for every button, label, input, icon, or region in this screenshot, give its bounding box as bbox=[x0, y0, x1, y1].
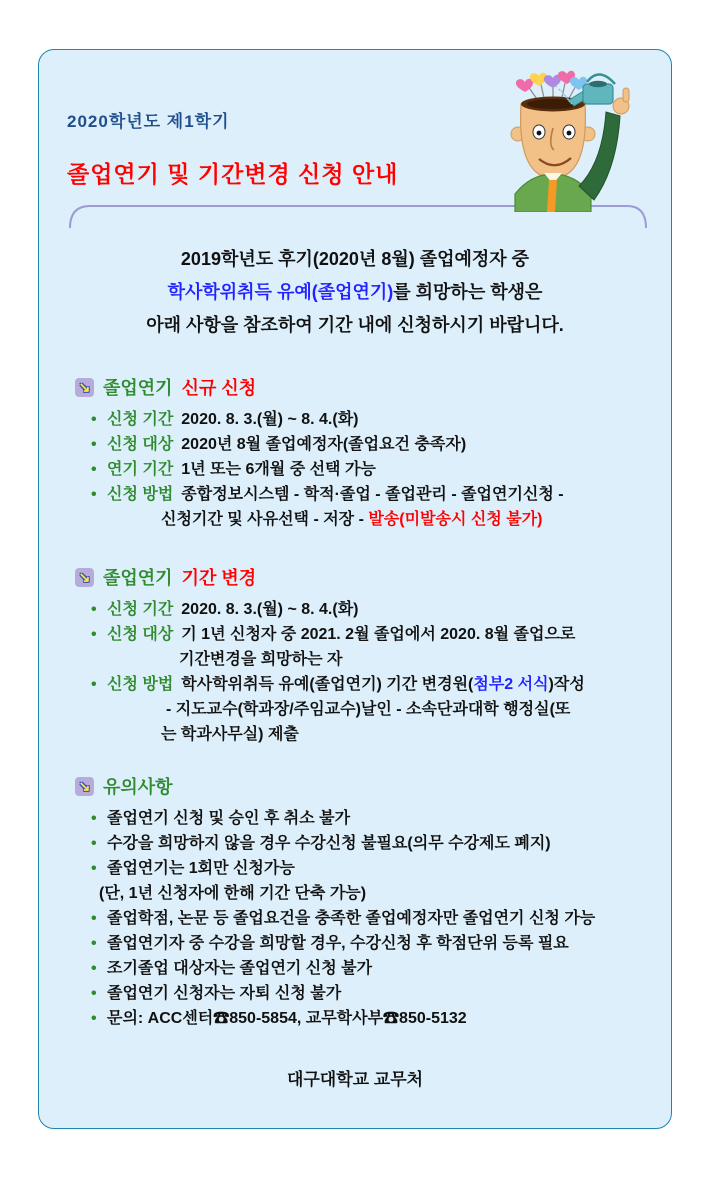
item-text: 학사학위취득 유예(졸업연기) 기간 변경원( bbox=[181, 676, 474, 693]
continuation-text: - 지도교수(학과장/주임교수)날인 - 소속단과대학 행정실(또 bbox=[166, 701, 571, 718]
list-item-continuation bbox=[75, 881, 671, 906]
heading-red: 신규 신청 bbox=[181, 378, 257, 398]
term-label: 2020학년도 제1학기 bbox=[67, 112, 230, 131]
item-label: 신청 방법 bbox=[107, 676, 174, 693]
item-text: 졸업연기는 1회만 신청가능 bbox=[107, 860, 295, 877]
list-item bbox=[75, 806, 671, 831]
bullet-icon: • bbox=[91, 436, 97, 453]
list-item bbox=[75, 622, 671, 647]
arrow-down-right-icon: ↘ bbox=[75, 777, 94, 796]
continuation-warning: 발송(미발송시 신청 불가) bbox=[368, 511, 543, 528]
item-label: 신청 기간 bbox=[107, 411, 174, 428]
list-item bbox=[75, 956, 671, 981]
item-text: 기 1년 신청자 중 2021. 2월 졸업에서 2020. 8월 졸업으로 bbox=[181, 626, 576, 643]
item-text: 졸업연기 신청자는 자퇴 신청 불가 bbox=[107, 985, 342, 1002]
notice-card bbox=[38, 49, 672, 1129]
item-text: 졸업학점, 논문 등 졸업요건을 충족한 졸업예정자만 졸업연기 신청 가능 bbox=[107, 910, 596, 927]
heading-red: 기간 변경 bbox=[181, 568, 257, 588]
section-period-change bbox=[75, 564, 671, 747]
intro-line-1 bbox=[39, 243, 671, 276]
arrow-down-right-icon: ↘ bbox=[75, 568, 94, 587]
bullet-icon: • bbox=[91, 835, 97, 852]
list-item bbox=[75, 432, 671, 457]
item-label: 신청 기간 bbox=[107, 601, 174, 618]
item-label: 신청 대상 bbox=[107, 626, 174, 643]
item-label: 신청 방법 bbox=[107, 486, 174, 503]
item-text: )작성 bbox=[548, 676, 585, 693]
bullet-icon: • bbox=[91, 676, 97, 693]
continuation-text: 기간변경을 희망하는 자 bbox=[179, 651, 343, 668]
item-label: 연기 기간 bbox=[107, 461, 174, 478]
section-heading bbox=[75, 564, 671, 590]
item-text: 수강을 희망하지 않을 경우 수강신청 불필요(의무 수강제도 폐지) bbox=[107, 835, 551, 852]
page-title: 졸업연기 및 기간변경 신청 안내 bbox=[67, 161, 399, 187]
intro-paragraph bbox=[39, 243, 671, 342]
bullet-icon: • bbox=[91, 486, 97, 503]
list-item bbox=[75, 482, 671, 507]
bullet-icon: • bbox=[91, 960, 97, 977]
intro-line-2-text: 를 희망하는 학생은 bbox=[393, 282, 543, 302]
list-item-continuation bbox=[75, 697, 671, 722]
section-notes bbox=[75, 773, 671, 1031]
list-item bbox=[75, 457, 671, 482]
attachment-link-text: 첨부2 서식 bbox=[473, 676, 549, 693]
footer-signature: 대구대학교 교무처 bbox=[286, 1070, 424, 1089]
bullet-icon: • bbox=[91, 601, 97, 618]
continuation-text: 신청기간 및 사유선택 - 저장 - bbox=[161, 511, 369, 528]
bullet-icon: • bbox=[91, 411, 97, 428]
bullet-icon: • bbox=[91, 985, 97, 1002]
intro-line-3 bbox=[39, 309, 671, 342]
item-text: 조기졸업 대상자는 졸업연기 신청 불가 bbox=[107, 960, 373, 977]
list-item bbox=[75, 672, 671, 697]
item-label: 신청 대상 bbox=[107, 436, 174, 453]
list-item bbox=[75, 831, 671, 856]
watering-head-illustration bbox=[473, 60, 651, 212]
section-new-application bbox=[75, 374, 671, 532]
bullet-icon: • bbox=[91, 860, 97, 877]
item-text: 문의: ACC센터☎850-5854, 교무학사부☎850-5132 bbox=[107, 1010, 467, 1027]
heading-green: 유의사항 bbox=[103, 777, 173, 797]
list-item bbox=[75, 906, 671, 931]
list-item bbox=[75, 597, 671, 622]
list-item-continuation bbox=[75, 647, 671, 672]
item-text: 1년 또는 6개월 중 선택 가능 bbox=[181, 461, 376, 478]
heading-green: 졸업연기 bbox=[103, 378, 173, 398]
intro-line-3-text: 아래 사항을 참조하여 기간 내에 신청하시기 바랍니다. bbox=[146, 315, 564, 335]
item-text: 2020. 8. 3.(월) ~ 8. 4.(화) bbox=[181, 411, 359, 428]
item-text: 종합정보시스템 - 학적·졸업 - 졸업관리 - 졸업연기신청 - bbox=[181, 486, 564, 503]
heading-green: 졸업연기 bbox=[103, 568, 173, 588]
intro-line-1-text: 2019학년도 후기(2020년 8월) 졸업예정자 중 bbox=[180, 249, 530, 269]
arrow-down-right-icon: ↘ bbox=[75, 378, 94, 397]
item-text: 졸업연기 신청 및 승인 후 취소 불가 bbox=[107, 810, 351, 827]
list-item bbox=[75, 1006, 671, 1031]
item-text: 2020년 8월 졸업예정자(졸업요건 충족자) bbox=[181, 436, 467, 453]
list-item bbox=[75, 856, 671, 881]
list-item bbox=[75, 931, 671, 956]
bullet-icon: • bbox=[91, 935, 97, 952]
list-item bbox=[75, 981, 671, 1006]
continuation-text: (단, 1년 신청자에 한해 기간 단축 가능) bbox=[99, 885, 367, 902]
item-text: 졸업연기자 중 수강을 희망할 경우, 수강신청 후 학점단위 등록 필요 bbox=[107, 935, 569, 952]
list-item bbox=[75, 407, 671, 432]
bullet-icon: • bbox=[91, 810, 97, 827]
list-item-continuation bbox=[75, 507, 671, 532]
item-text: 2020. 8. 3.(월) ~ 8. 4.(화) bbox=[181, 601, 359, 618]
intro-emphasis: 학사학위취득 유예(졸업연기) bbox=[167, 282, 394, 302]
bullet-icon: • bbox=[91, 461, 97, 478]
man-figure bbox=[511, 88, 629, 212]
bullet-icon: • bbox=[91, 626, 97, 643]
section-heading bbox=[75, 374, 671, 400]
continuation-text: 는 학과사무실) 제출 bbox=[161, 726, 299, 743]
intro-line-2 bbox=[39, 276, 671, 309]
bullet-icon: • bbox=[91, 1010, 97, 1027]
section-heading bbox=[75, 773, 671, 799]
bullet-icon: • bbox=[91, 910, 97, 927]
list-item-continuation bbox=[75, 722, 671, 747]
